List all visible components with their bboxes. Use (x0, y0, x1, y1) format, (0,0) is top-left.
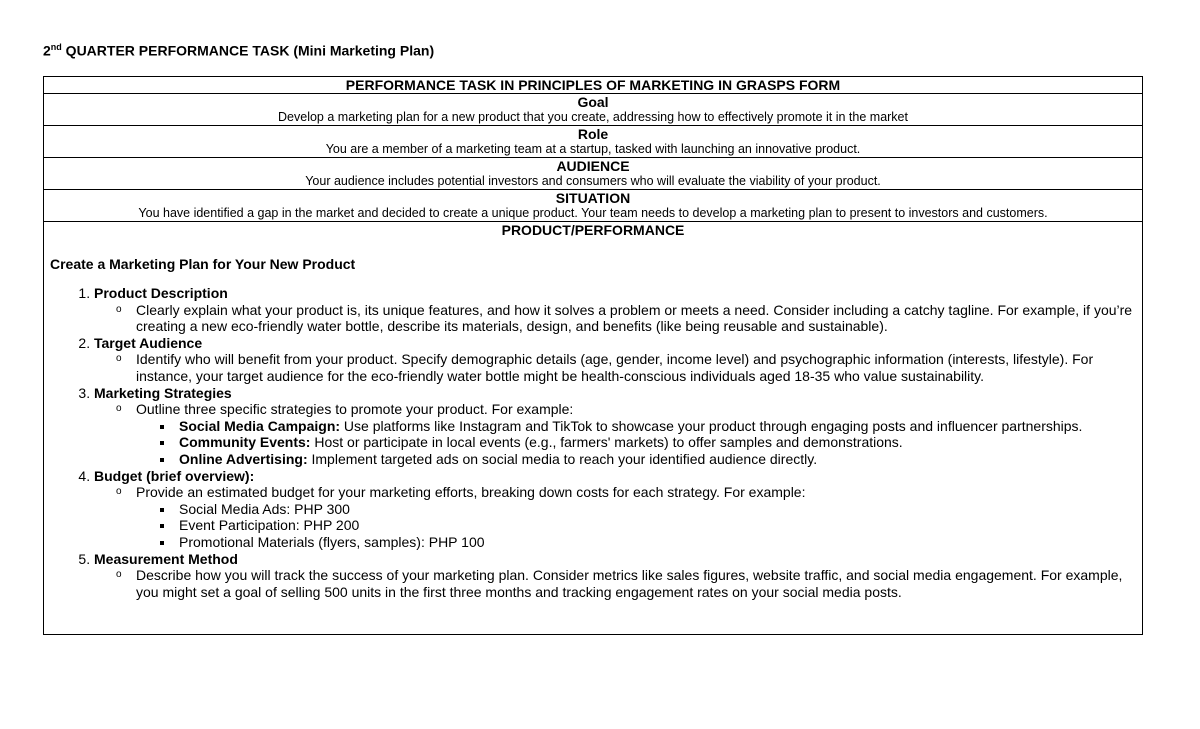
budget-item: Social Media Ads: PHP 300 (158, 501, 1142, 518)
step-detail (114, 484, 1142, 550)
step-detail-list (94, 401, 1142, 467)
step-title: Marketing Strategies (94, 384, 232, 401)
situation-label: SITUATION (555, 190, 631, 206)
grasps-header: PERFORMANCE TASK IN PRINCIPLES OF MARKETING IN GRASPS FORM (44, 77, 1142, 94)
step-title: Target Audience (94, 334, 203, 351)
strategy-item (158, 451, 1142, 468)
step-marketing-strategies (94, 385, 1142, 468)
strategy-name: Community Events: (179, 434, 311, 451)
step-product-description (94, 285, 1142, 335)
role-text: You are a member of a marketing team at a startup, tasked with launching an innovative product. (325, 142, 861, 156)
budget-item: Promotional Materials (flyers, samples): PHP 100 (158, 534, 1142, 551)
title-superscript: nd (50, 42, 62, 52)
strategy-text: Use platforms like Instagram and TikTok to showcase your product through engaging posts and influencer partnerships. (340, 417, 1083, 434)
role-row (44, 126, 1142, 158)
budget-list (136, 501, 1142, 551)
step-budget (94, 468, 1142, 551)
strategy-name: Online Advertising: (179, 450, 308, 467)
step-measurement-method (94, 551, 1142, 601)
strategy-item (158, 418, 1142, 435)
step-detail-list (94, 484, 1142, 550)
strategy-item (158, 434, 1142, 451)
step-detail: o Clearly explain what your product is, its unique features, and how it solves a problem or meets a need. Consider including a catchy tagline. For example, if you’re creating a new eco-friendly water bottle, describe its materials, design, and benefits (like being reusable and sustainable). (114, 302, 1142, 335)
audience-text: Your audience includes potential investors and consumers who will evaluate the viability of your product. (305, 174, 881, 188)
step-detail-text: Outline three specific strategies to promote your product. For example: (136, 401, 574, 418)
strategy-list (136, 418, 1142, 468)
step-detail: o Describe how you will track the success of your marketing plan. Consider metrics like sales figures, website traffic, and social media engagement. For example, you might set a goal of selling 500 units in the first three months and tracking engagement rates on your social media posts. (114, 567, 1142, 600)
step-detail: o Identify who will benefit from your product. Specify demographic details (age, gender, income level) and psychographic information (interests, lifestyle). For instance, your target audience for the eco-friendly water bottle might be health-conscious individuals aged 18-35 who value sustainability. (114, 351, 1142, 384)
grasps-table (43, 76, 1143, 635)
step-detail-text: Provide an estimated budget for your marketing efforts, breaking down costs for each strategy. For example: (136, 484, 806, 501)
step-title: Product Description (94, 285, 228, 301)
step-title: Measurement Method (94, 550, 238, 567)
step-title: Budget (brief overview): (94, 467, 255, 484)
situation-row (44, 190, 1142, 222)
step-detail (114, 401, 1142, 467)
audience-row (44, 158, 1142, 190)
step-detail-list (94, 351, 1142, 384)
role-label: Role (577, 126, 609, 142)
product-plan-heading: Create a Marketing Plan for Your New Product (50, 256, 356, 272)
goal-row (44, 94, 1142, 126)
budget-item: Event Participation: PHP 200 (158, 517, 1142, 534)
audience-label: AUDIENCE (556, 158, 630, 174)
goal-label: Goal (577, 94, 609, 110)
step-detail-list (94, 302, 1142, 335)
product-performance-label: PRODUCT/PERFORMANCE (501, 222, 685, 238)
strategy-text: Host or participate in local events (e.g., farmers' markets) to offer samples and demonstrations. (310, 434, 903, 451)
strategy-name: Social Media Campaign: (179, 417, 341, 434)
title-text: QUARTER PERFORMANCE TASK (Mini Marketing Plan) (61, 42, 435, 59)
title-prefix: 2 (43, 42, 51, 59)
situation-text: You have identified a gap in the market and decided to create a unique product. Your team needs to develop a marketing plan to present to investors and customers. (138, 206, 1048, 220)
plan-steps-list (44, 285, 1142, 600)
product-performance-section (44, 222, 1142, 600)
goal-text: Develop a marketing plan for a new product that you create, addressing how to effectively promote it in the market (278, 110, 908, 124)
strategy-text: Implement targeted ads on social media to reach your identified audience directly. (307, 450, 818, 467)
document-title (43, 42, 434, 59)
step-target-audience (94, 335, 1142, 385)
step-detail-list (94, 567, 1142, 600)
